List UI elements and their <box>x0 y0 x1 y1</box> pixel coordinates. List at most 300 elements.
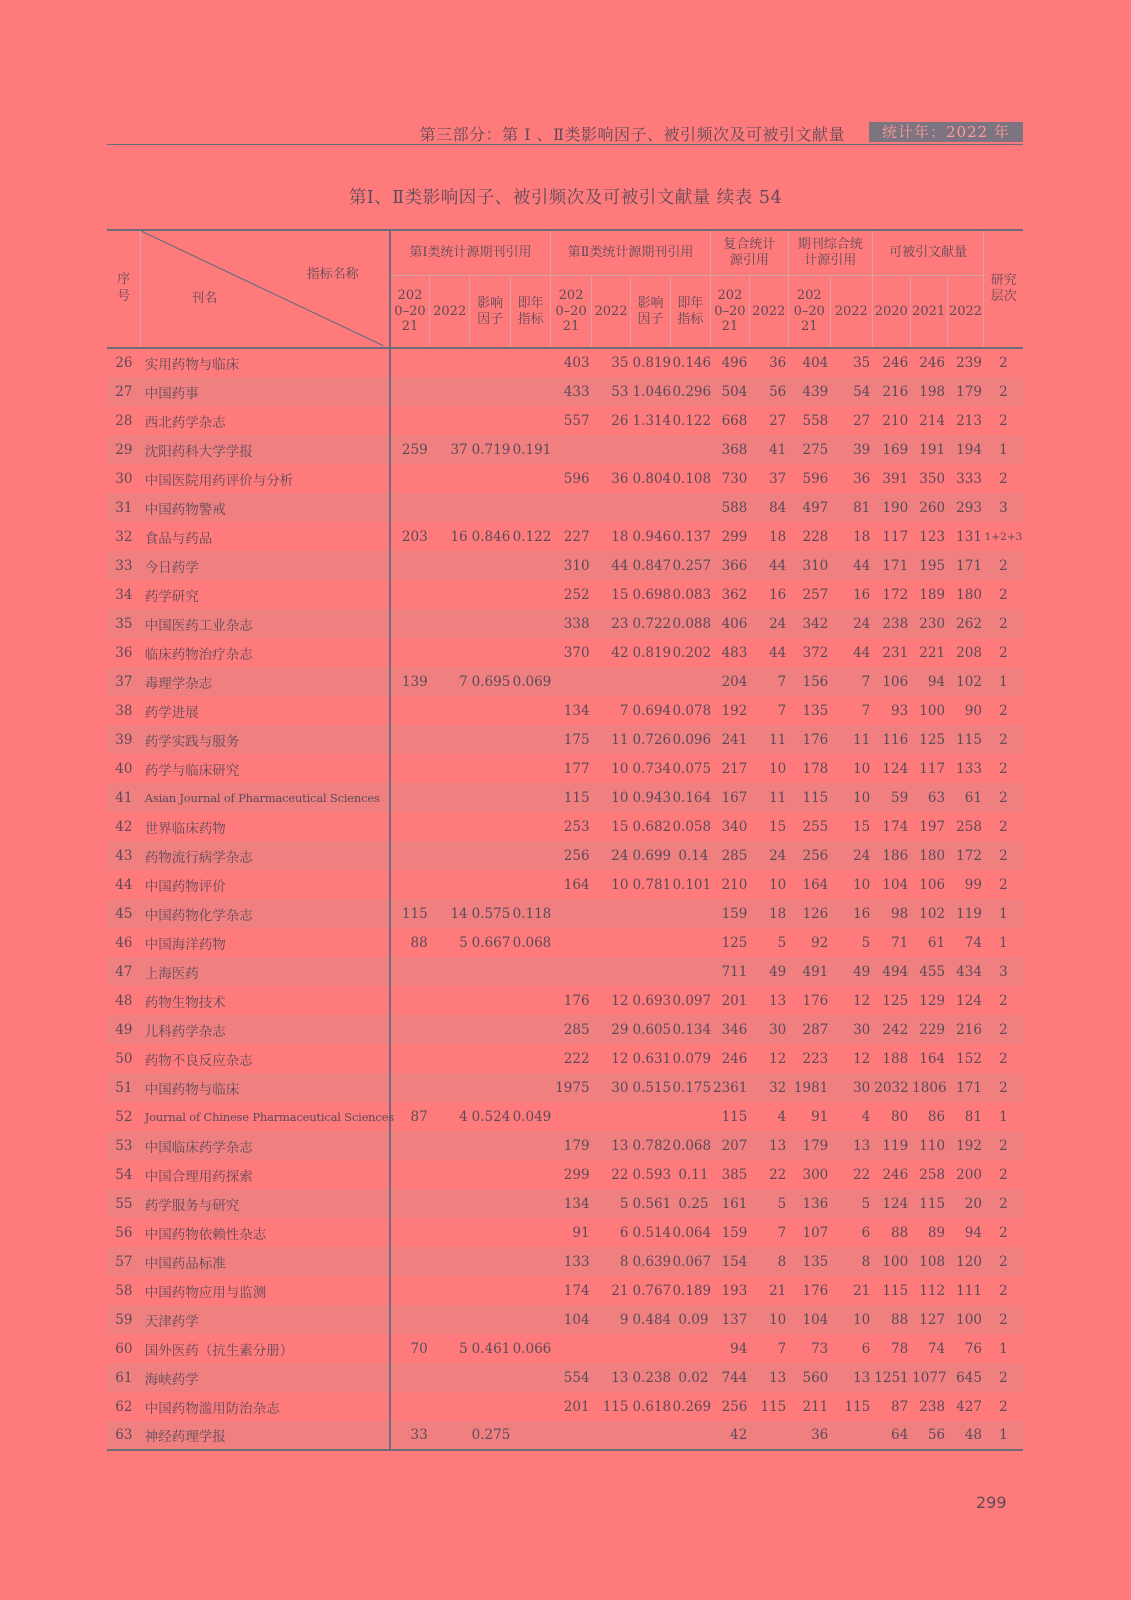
cell-value: 21 <box>611 1282 629 1299</box>
cell-value <box>551 1102 592 1131</box>
cell-value: 36 <box>811 1427 829 1443</box>
cell-value <box>470 1392 511 1421</box>
cell-value: 84 <box>769 499 787 516</box>
cell-value <box>470 754 511 783</box>
cell-value: 13 <box>611 1369 629 1386</box>
cell-value: 560 <box>802 1369 829 1386</box>
cell-value: 91 <box>572 1224 590 1241</box>
cell-value: 9 <box>619 1311 629 1328</box>
table-row <box>107 464 1023 493</box>
cell-value: 213 <box>956 412 982 429</box>
cell-value <box>511 1189 551 1218</box>
cell-seq: 35 <box>115 615 133 632</box>
cell-value: 22 <box>853 1166 871 1183</box>
cell-value <box>630 493 670 522</box>
cell-value <box>511 1218 551 1247</box>
cell-journal-name: 中国医药工业杂志 <box>141 609 390 638</box>
cell-value: 0.02 <box>678 1369 709 1386</box>
cell-value: 0.593 <box>632 1166 672 1183</box>
cell-value: 258 <box>956 818 982 835</box>
table-row <box>107 696 1023 725</box>
cell-value: 14 <box>450 905 468 922</box>
cell-value: 0.137 <box>672 528 712 545</box>
cell-value: 178 <box>802 760 829 777</box>
table-row <box>107 1305 1023 1334</box>
cell-value: 134 <box>563 702 590 719</box>
cell-research-level: 2 <box>999 1253 1008 1270</box>
cell-value: 7 <box>777 1340 787 1357</box>
cell-value: 117 <box>919 760 946 777</box>
cell-research-level: 2 <box>999 355 1008 371</box>
cell-value: 115 <box>956 731 982 748</box>
cell-value: 246 <box>882 1166 909 1183</box>
table-row <box>107 957 1023 986</box>
group-composite: 复合统计源引用 <box>710 230 788 276</box>
cell-value: 11 <box>769 731 787 748</box>
cell-value: 117 <box>882 528 909 545</box>
cell-journal-name: 中国药物滥用防治杂志 <box>141 1392 390 1421</box>
cell-value <box>511 551 551 580</box>
cell-value: 119 <box>956 905 982 922</box>
table-row <box>107 1189 1023 1218</box>
cell-value: 32 <box>769 1079 787 1096</box>
cell-value: 0.122 <box>512 528 552 545</box>
cell-value: 7 <box>861 673 871 690</box>
section-title: 第三部分：第 Ⅰ 、Ⅱ类影响因子、被引频次及可被引文献量 <box>419 125 845 144</box>
cell-value: 0.694 <box>632 702 672 719</box>
cell-value <box>511 725 551 754</box>
cell-value <box>670 957 710 986</box>
cell-value: 433 <box>563 383 590 400</box>
cell-value: 10 <box>853 876 871 893</box>
cell-value: 208 <box>956 644 982 661</box>
cell-value: 174 <box>563 1282 590 1299</box>
cell-value: 24 <box>769 847 787 864</box>
cell-value: 7 <box>777 1224 787 1241</box>
cell-value: 0.296 <box>672 383 712 400</box>
table-row <box>107 1015 1023 1044</box>
cell-value: 111 <box>956 1282 982 1299</box>
cell-value: 39 <box>853 441 871 458</box>
cell-journal-name: 药学实践与服务 <box>141 725 390 754</box>
cell-value: 0.101 <box>672 876 712 893</box>
cell-value: 1806 <box>912 1079 947 1096</box>
cell-value: 0.667 <box>471 934 511 951</box>
cell-value: 4 <box>777 1108 787 1125</box>
table-row <box>107 493 1023 522</box>
cell-value <box>390 870 430 899</box>
cell-value <box>390 1363 430 1392</box>
cell-value: 285 <box>721 847 748 864</box>
cell-value <box>430 1160 470 1189</box>
cell-value: 0.561 <box>632 1195 672 1212</box>
cell-value: 131 <box>956 528 982 545</box>
cell-seq: 27 <box>115 383 133 400</box>
cell-value: 10 <box>853 760 871 777</box>
cell-value: 24 <box>853 615 871 632</box>
cell-value: 5 <box>459 934 468 951</box>
cell-value: 554 <box>563 1369 590 1386</box>
cell-value <box>592 435 631 464</box>
cell-value: 136 <box>802 1195 829 1212</box>
cell-value: 30 <box>769 1021 787 1038</box>
cell-value: 135 <box>802 702 829 719</box>
cell-journal-name: Journal of Chinese Pharmaceutical Sciences <box>141 1102 390 1131</box>
cell-value <box>551 899 592 928</box>
cell-value <box>390 1073 430 1102</box>
cell-value <box>430 1305 470 1334</box>
cell-value <box>430 1044 470 1073</box>
cell-value: 156 <box>802 673 829 690</box>
cell-journal-name: Asian Journal of Pharmaceutical Sciences <box>141 783 390 812</box>
cell-value: 164 <box>919 1050 946 1067</box>
cell-value <box>430 464 470 493</box>
cell-research-level: 3 <box>999 499 1008 516</box>
cell-value: 439 <box>802 383 829 400</box>
sub-immediacy: 即年指标 <box>670 276 710 349</box>
table-header <box>107 230 1023 348</box>
cell-value: 164 <box>802 876 829 893</box>
cell-value: 0.066 <box>512 1340 552 1357</box>
cell-research-level: 2 <box>999 818 1008 835</box>
cell-seq: 60 <box>115 1340 133 1357</box>
cell-value: 74 <box>964 934 982 951</box>
cell-value: 338 <box>563 615 590 632</box>
cell-value: 0.238 <box>632 1369 672 1386</box>
cell-value: 1975 <box>555 1079 590 1096</box>
sub-2022: 2022 <box>947 276 984 349</box>
table-row <box>107 406 1023 435</box>
cell-value <box>551 435 592 464</box>
cell-value: 0.515 <box>632 1079 672 1096</box>
table-row <box>107 1247 1023 1276</box>
cell-value: 123 <box>919 528 946 545</box>
cell-research-level: 2 <box>999 992 1008 1009</box>
cell-journal-name: 西北药学杂志 <box>141 406 390 435</box>
cell-value: 99 <box>964 876 982 893</box>
cell-value: 192 <box>956 1137 982 1154</box>
cell-value: 0.11 <box>678 1166 709 1183</box>
cell-value: 100 <box>882 1253 909 1270</box>
group-comprehensive: 期刊综合统计源引用 <box>788 230 872 276</box>
cell-value: 0.847 <box>632 557 672 574</box>
cell-value <box>390 986 430 1015</box>
cell-value: 0.257 <box>672 557 712 574</box>
table-row <box>107 580 1023 609</box>
cell-value: 13 <box>853 1137 871 1154</box>
cell-value <box>430 1392 470 1421</box>
cell-value: 18 <box>853 528 871 545</box>
cell-value <box>430 377 470 406</box>
cell-value <box>390 841 430 870</box>
cell-value <box>470 783 511 812</box>
cell-value: 216 <box>882 383 909 400</box>
cell-value: 253 <box>563 818 590 835</box>
cell-value: 12 <box>853 992 871 1009</box>
stat-year-badge: 统计年：2022 年 <box>869 122 1023 142</box>
cell-value: 76 <box>964 1340 982 1357</box>
cell-research-level: 2 <box>999 615 1008 632</box>
cell-value: 255 <box>802 818 829 835</box>
cell-value: 7 <box>459 673 468 690</box>
cell-value <box>390 1218 430 1247</box>
cell-value: 164 <box>563 876 590 893</box>
cell-journal-name: 中国药物评价 <box>141 870 390 899</box>
cell-value <box>511 406 551 435</box>
cell-value: 0.191 <box>512 441 552 458</box>
cell-value: 0.164 <box>672 789 712 806</box>
cell-value <box>390 1015 430 1044</box>
cell-seq: 57 <box>115 1253 133 1270</box>
cell-value: 59 <box>890 789 909 806</box>
cell-value: 192 <box>721 702 748 719</box>
cell-value <box>592 957 631 986</box>
table-row <box>107 551 1023 580</box>
cell-value: 201 <box>721 992 748 1009</box>
cell-value <box>592 928 631 957</box>
cell-journal-name: 中国药事 <box>141 377 390 406</box>
cell-value: 93 <box>890 702 909 719</box>
table-row <box>107 725 1023 754</box>
cell-value: 385 <box>721 1166 748 1183</box>
cell-value: 18 <box>769 905 787 922</box>
sub-2022: 2022 <box>592 276 631 349</box>
cell-value <box>470 870 511 899</box>
cell-value: 167 <box>721 789 748 806</box>
cell-value: 596 <box>802 470 829 487</box>
cell-value: 180 <box>919 847 946 864</box>
cell-value: 115 <box>563 789 590 806</box>
cell-value <box>390 377 430 406</box>
cell-value: 134 <box>563 1195 590 1212</box>
table-row <box>107 1073 1023 1102</box>
cell-value: 94 <box>730 1340 748 1357</box>
cell-value: 557 <box>563 412 590 429</box>
cell-seq: 36 <box>115 644 133 661</box>
cell-value: 257 <box>802 586 829 603</box>
cell-value: 0.639 <box>632 1253 672 1270</box>
cell-value: 0.698 <box>632 586 672 603</box>
cell-value: 200 <box>956 1166 982 1183</box>
table-row <box>107 609 1023 638</box>
cell-value: 0.108 <box>672 470 712 487</box>
cell-seq: 43 <box>115 847 133 864</box>
col-journal-diag <box>141 230 390 348</box>
cell-value: 12 <box>853 1050 871 1067</box>
cell-value <box>470 725 511 754</box>
cell-value <box>551 928 592 957</box>
cell-value <box>511 1363 551 1392</box>
cell-research-level: 2 <box>999 1021 1008 1038</box>
cell-value <box>511 754 551 783</box>
cell-value: 87 <box>410 1108 428 1125</box>
table-row <box>107 783 1023 812</box>
cell-value <box>470 348 511 377</box>
cell-value <box>511 1160 551 1189</box>
cell-value: 74 <box>927 1340 946 1357</box>
cell-value: 10 <box>611 789 629 806</box>
table-row <box>107 986 1023 1015</box>
cell-value: 13 <box>853 1369 871 1386</box>
cell-value <box>390 1247 430 1276</box>
sub-2022: 2022 <box>830 276 872 349</box>
cell-value <box>430 1073 470 1102</box>
cell-value <box>430 1189 470 1218</box>
cell-value <box>390 1131 430 1160</box>
cell-value: 194 <box>956 441 982 458</box>
cell-research-level: 1 <box>999 673 1008 690</box>
cell-journal-name: 沈阳药科大学学报 <box>141 435 390 464</box>
cell-value <box>511 1247 551 1276</box>
cell-value: 135 <box>802 1253 829 1270</box>
cell-value: 5 <box>619 1195 629 1212</box>
cell-value: 30 <box>853 1079 871 1096</box>
cell-value: 16 <box>853 586 871 603</box>
cell-research-level: 1 <box>999 905 1008 922</box>
cell-seq: 56 <box>115 1224 133 1241</box>
cell-value <box>511 841 551 870</box>
cell-journal-name: 中国药品标准 <box>141 1247 390 1276</box>
sub-impact-factor: 影响因子 <box>630 276 670 349</box>
cell-value: 133 <box>956 760 982 777</box>
cell-value: 0.069 <box>512 673 552 690</box>
cell-seq: 40 <box>115 760 133 777</box>
cell-value <box>430 754 470 783</box>
cell-value: 256 <box>802 847 829 864</box>
cell-value: 221 <box>919 644 946 661</box>
cell-value: 193 <box>721 1282 748 1299</box>
cell-value: 115 <box>802 789 829 806</box>
cell-value: 0.946 <box>632 528 672 545</box>
cell-value: 29 <box>611 1021 629 1038</box>
cell-value <box>511 696 551 725</box>
cell-value: 340 <box>721 818 748 835</box>
cell-value: 730 <box>721 470 748 487</box>
cell-value <box>430 870 470 899</box>
cell-value: 1.046 <box>632 383 672 400</box>
cell-value: 119 <box>882 1137 909 1154</box>
journal-label: 刊名 <box>191 291 218 306</box>
cell-value <box>390 754 430 783</box>
cell-value <box>430 348 470 377</box>
cell-value: 44 <box>611 557 629 574</box>
cell-seq: 48 <box>115 992 133 1009</box>
cell-value: 115 <box>882 1282 909 1299</box>
cell-value: 106 <box>882 673 909 690</box>
cell-value: 342 <box>802 615 829 632</box>
cell-value: 10 <box>611 760 629 777</box>
cell-value: 10 <box>769 1311 787 1328</box>
cell-value: 0.068 <box>672 1137 712 1154</box>
cell-value <box>511 1131 551 1160</box>
sub-2020-2021: 2020–2021 <box>551 276 592 349</box>
cell-seq: 26 <box>115 355 133 371</box>
cell-value <box>551 667 592 696</box>
cell-value: 61 <box>927 934 946 951</box>
page-number: 299 <box>976 1493 1007 1512</box>
cell-seq: 28 <box>115 412 133 429</box>
cell-value: 246 <box>882 355 909 371</box>
cell-value <box>670 1334 710 1363</box>
cell-value <box>511 1044 551 1073</box>
cell-value: 229 <box>919 1021 946 1038</box>
cell-value: 21 <box>853 1282 871 1299</box>
cell-value <box>470 1218 511 1247</box>
cell-value: 21 <box>769 1282 787 1299</box>
cell-journal-name: 中国合理用药探索 <box>141 1160 390 1189</box>
cell-value <box>470 841 511 870</box>
cell-research-level: 2 <box>999 1050 1008 1067</box>
cell-research-level: 1+2+3 <box>984 530 1023 543</box>
cell-journal-name: 中国药物依赖性杂志 <box>141 1218 390 1247</box>
cell-seq: 61 <box>115 1369 133 1386</box>
table-row <box>107 1363 1023 1392</box>
cell-journal-name: 药物生物技术 <box>141 986 390 1015</box>
sub-immediacy: 即年指标 <box>511 276 551 349</box>
cell-value: 406 <box>721 615 748 632</box>
cell-value <box>390 812 430 841</box>
cell-value: 8 <box>777 1253 787 1270</box>
cell-value: 238 <box>882 615 909 632</box>
cell-research-level: 2 <box>999 1195 1008 1212</box>
cell-seq: 39 <box>115 731 133 748</box>
cell-value: 0.695 <box>471 673 511 690</box>
cell-seq: 50 <box>115 1050 133 1067</box>
table-row <box>107 899 1023 928</box>
cell-value <box>430 638 470 667</box>
cell-value: 86 <box>927 1108 946 1125</box>
table-row <box>107 435 1023 464</box>
cell-value <box>592 899 631 928</box>
cell-seq: 55 <box>115 1195 133 1212</box>
cell-value <box>430 1363 470 1392</box>
cell-value <box>511 1015 551 1044</box>
cell-value <box>430 551 470 580</box>
cell-value: 744 <box>721 1369 748 1386</box>
cell-value: 259 <box>401 441 428 458</box>
cell-research-level: 2 <box>999 1166 1008 1183</box>
cell-value: 37 <box>769 470 787 487</box>
cell-value: 10 <box>853 789 871 806</box>
cell-journal-name: 中国药物应用与监测 <box>141 1276 390 1305</box>
cell-value: 346 <box>721 1021 748 1038</box>
cell-value <box>511 1421 551 1450</box>
cell-value <box>630 1334 670 1363</box>
cell-value: 299 <box>721 528 748 545</box>
cell-value <box>511 377 551 406</box>
cell-journal-name: 中国药物警戒 <box>141 493 390 522</box>
cell-value: 6 <box>861 1224 871 1241</box>
cell-value <box>470 493 511 522</box>
cell-research-level: 2 <box>999 847 1008 864</box>
table-row <box>107 1334 1023 1363</box>
cell-journal-name: 中国药物化学杂志 <box>141 899 390 928</box>
cell-value: 0.782 <box>632 1137 672 1154</box>
cell-value: 0.819 <box>632 644 672 661</box>
cell-value: 0.083 <box>672 586 712 603</box>
cell-value <box>511 783 551 812</box>
cell-value: 287 <box>802 1021 829 1038</box>
table-row <box>107 1421 1023 1450</box>
cell-value: 558 <box>802 412 829 429</box>
cell-value: 0.078 <box>672 702 712 719</box>
cell-value: 427 <box>956 1398 982 1415</box>
cell-value: 188 <box>882 1050 909 1067</box>
cell-value: 210 <box>721 876 748 893</box>
cell-value <box>551 1334 592 1363</box>
cell-value: 78 <box>890 1340 909 1357</box>
cell-value <box>430 725 470 754</box>
